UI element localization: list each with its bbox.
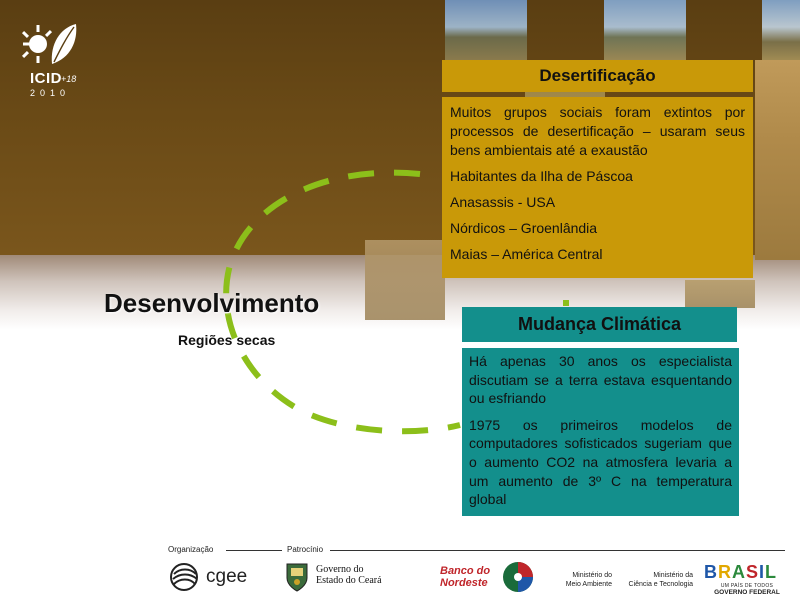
- ministerio-ciencia-tecnologia: [617, 571, 693, 589]
- page-subtitle: Regiões secas: [178, 332, 276, 348]
- mct-line-1: Ministério da: [653, 572, 693, 579]
- brasil-logo: [704, 562, 777, 583]
- mma-line-1: Ministério do: [572, 572, 612, 579]
- logo-text: ICID: [30, 70, 62, 87]
- logo-suffix: +18: [61, 74, 77, 84]
- list-item: Há apenas 30 anos os especialista discutiam se a terra estava esquentando ou esfriando: [469, 353, 732, 407]
- brasil-letter: L: [765, 562, 778, 582]
- mma-line-2: Meio Ambiente: [565, 581, 612, 588]
- desertificacao-list: [442, 97, 753, 278]
- list-item: Nórdicos – Groenlândia: [450, 220, 598, 236]
- mudanca-heading: Mudança Climática: [462, 307, 737, 342]
- mct-line-2: Ciência e Tecnologia: [628, 581, 693, 588]
- cgee-text: cgee: [206, 566, 248, 587]
- divider: [330, 550, 785, 551]
- brasil-letter: A: [732, 562, 746, 582]
- list-item: Maias – América Central: [450, 246, 603, 262]
- brasil-letter: R: [718, 562, 732, 582]
- list-item: Anasassis - USA: [450, 194, 556, 210]
- brasil-tagline: UM PAÍS DE TODOS: [720, 583, 774, 589]
- divider: [226, 550, 282, 551]
- patrocinio-label: Patrocínio: [287, 545, 324, 554]
- bnb-line-1: Banco do: [440, 565, 491, 577]
- list-item: 1975 os primeiros modelos de computadores sofisticados sugeriam que o aumento CO2 na atmosfera levaria a um aumento de 3º C na temperatura global: [469, 416, 732, 508]
- brasil-letter: S: [746, 562, 760, 582]
- banco-nordeste-text: [440, 565, 490, 589]
- governo-federal: GOVERNO FEDERAL: [714, 589, 780, 596]
- bnb-line-2: Nordeste: [440, 577, 488, 589]
- mudanca-list: [462, 348, 739, 516]
- logo-year: 2010: [30, 88, 71, 98]
- governo-ceara-text: [316, 564, 382, 586]
- list-item: Muitos grupos sociais foram extintos por processos de desertificação – usaram seus bens ambientais até a exaustão: [450, 104, 745, 158]
- page-title: Desenvolvimento: [104, 288, 320, 318]
- banco-nordeste-icon: [502, 561, 534, 593]
- list-item: Habitantes da Ilha de Páscoa: [450, 168, 633, 184]
- ministerio-meio-ambiente: [550, 571, 612, 589]
- desertificacao-heading: Desertificação: [442, 60, 753, 92]
- organizacao-label: Organização: [168, 545, 214, 554]
- ceara-crest-icon: [285, 560, 309, 592]
- brasil-letter: I: [759, 562, 766, 582]
- brasil-letter: B: [704, 562, 718, 582]
- governo-line-2: Estado do Ceará: [316, 575, 382, 586]
- governo-line-1: Governo do: [316, 564, 364, 575]
